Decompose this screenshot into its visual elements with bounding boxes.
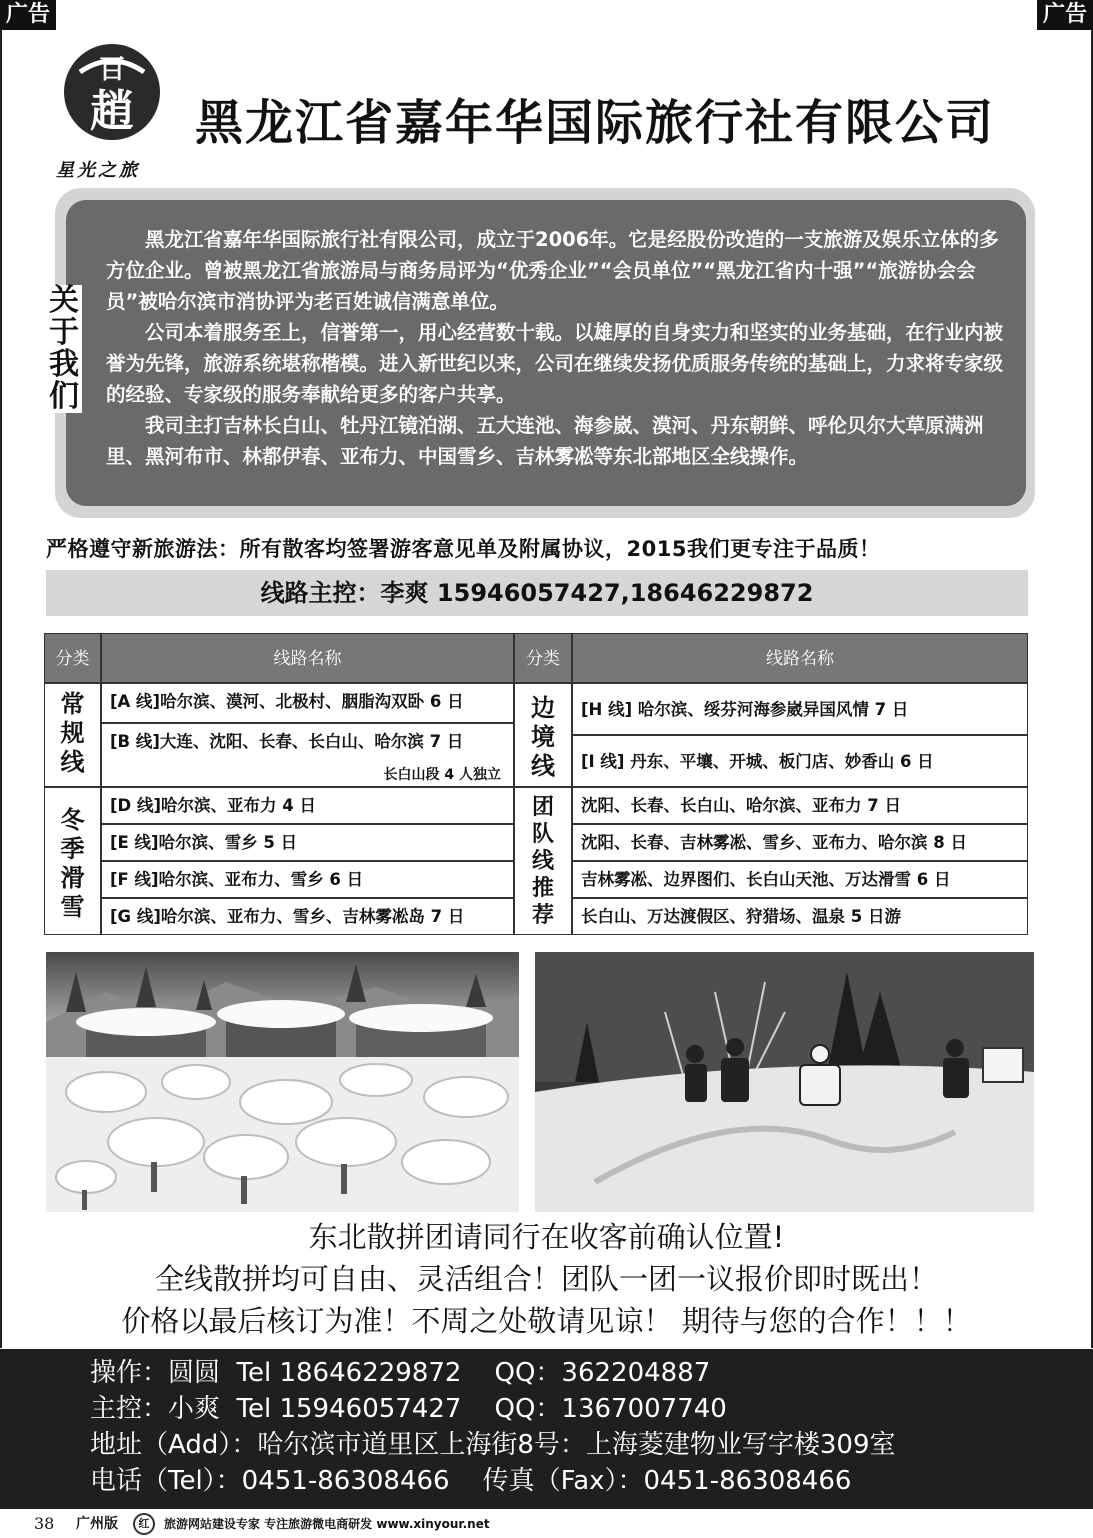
category-border: 边境线: [514, 683, 572, 787]
contact-phone-fax: 电话（Tel）：0451-86308466 传真（Fax）：0451-86308466: [90, 1466, 852, 1496]
category-winter-ski: 冬季滑雪: [44, 787, 101, 935]
notice-line-2: 全线散拼均可自由、灵活组合！团队一团一议报价即时既出！: [154, 1262, 938, 1296]
group-route-1: 沈阳、长春、长白山、哈尔滨、亚布力 7 日: [572, 787, 1028, 824]
route-hotline: 线路主控：李爽 15946057427,18646229872: [46, 570, 1028, 616]
route-d: [D 线]哈尔滨、亚布力 4 日: [101, 787, 514, 824]
about-label: 关于我们: [46, 285, 82, 413]
contact-bar: [0, 1349, 1093, 1509]
ad-tag-right: 广告: [1037, 0, 1093, 30]
logo-seal-top-char: 百: [98, 55, 126, 85]
header-route-right: 线路名称: [572, 633, 1028, 683]
about-paragraph-1: 黑龙江省嘉年华国际旅行社有限公司，成立于2006年。它是经股份改造的一支旅游及娱乐立体的多方位企业。曾被黑龙江省旅游局与商务局评为“优秀企业”“会员单位”“黑龙江省内十强”“旅游协会会员”被哈尔滨市消协评为老百姓诚信满意单位。: [106, 228, 999, 313]
notice-line-3: 价格以最后核订为准！不周之处敬请见谅！ 期待与您的合作！！！: [121, 1304, 972, 1338]
logo-caption: 星光之旅: [56, 160, 140, 181]
group-route-2: 沈阳、长春、吉林雾凇、雪乡、亚布力、哈尔滨 8 日: [572, 824, 1028, 861]
category-group-tours: 团队线推荐: [514, 787, 572, 935]
about-text: [106, 224, 1016, 472]
route-b-label: [B 线]大连、沈阳、长春、长白山、哈尔滨 7 日: [110, 732, 464, 751]
route-h: [H 线] 哈尔滨、绥芬河海参崴异国风情 7 日: [572, 683, 1028, 735]
frame-border-left: [0, 30, 2, 1348]
route-b: [101, 723, 514, 787]
contact-address: 地址（Add）：哈尔滨市道里区上海街8号：上海菱建物业写字楼309室: [90, 1430, 896, 1460]
notice-line-1: 东北散拼团请同行在收客前确认位置!: [308, 1220, 785, 1254]
routes-table: [44, 633, 1030, 935]
page-number: 38: [34, 1514, 55, 1533]
law-statement: 严格遵守新旅游法：所有散客均签署游客意见单及附属协议，2015我们更专注于品质！: [46, 537, 881, 561]
snow-village-illustration: [46, 952, 519, 1212]
group-route-3: 吉林雾凇、边界图们、长白山天池、万达滑雪 6 日: [572, 861, 1028, 898]
footer-slogan: 旅游网站建设专家 专注旅游微电商研发 www.xinyour.net: [164, 1517, 490, 1531]
edition-label: 广州版: [76, 1516, 118, 1532]
company-title: 黑龙江省嘉年华国际旅行社有限公司: [195, 95, 996, 151]
about-paragraph-3: 我司主打吉林长白山、牡丹江镜泊湖、五大连池、海参崴、漠河、丹东朝鲜、呼伦贝尔大草原满洲里、黑河布市、林都伊春、亚布力、中国雪乡、吉林雾凇等东北部地区全线操作。: [106, 414, 984, 468]
route-f: [F 线]哈尔滨、亚布力、雪乡 6 日: [101, 861, 514, 898]
logo-seal-main-char: 趙: [90, 86, 134, 137]
skiing-photo: [535, 952, 1034, 1212]
contact-manager: 主控：小爽 Tel 15946057427 QQ：1367007740: [90, 1394, 727, 1424]
page-footer: [0, 1510, 1093, 1538]
skiing-illustration: [535, 952, 1034, 1212]
company-logo: [50, 38, 175, 183]
contact-operator: 操作：圆圆 Tel 18646229872 QQ：362204887: [90, 1358, 711, 1388]
header-category-right: 分类: [514, 633, 572, 683]
route-g: [G 线]哈尔滨、亚布力、雪乡、吉林雾凇岛 7 日: [101, 898, 514, 935]
route-a: [A 线]哈尔滨、漠河、北极村、胭脂沟双卧 6 日: [101, 683, 514, 723]
route-i: [I 线] 丹东、平壤、开城、板门店、妙香山 6 日: [572, 735, 1028, 787]
snow-village-photo: [46, 952, 519, 1212]
seal-logo-icon: [62, 42, 162, 152]
route-b-note: 长白山段 4 人独立: [383, 767, 501, 783]
category-regular: 常规线: [44, 683, 101, 787]
ad-tag-left: 广告: [0, 0, 56, 30]
route-e: [E 线]哈尔滨、雪乡 5 日: [101, 824, 514, 861]
about-paragraph-2: 公司本着服务至上，信誉第一，用心经营数十载。以雄厚的自身实力和坚实的业务基础，在行业内被誉为先锋，旅游系统堪称楷模。进入新世纪以来，公司在继续发扬优质服务传统的基础上，力求将专家级的经验、专家级的服务奉献给更多的客户共享。: [106, 321, 1004, 406]
group-route-4: 长白山、万达渡假区、狩猎场、温泉 5 日游: [572, 898, 1028, 935]
brand-mark-icon: 红: [133, 1513, 155, 1535]
header-category-left: 分类: [44, 633, 101, 683]
header-route-left: 线路名称: [101, 633, 514, 683]
